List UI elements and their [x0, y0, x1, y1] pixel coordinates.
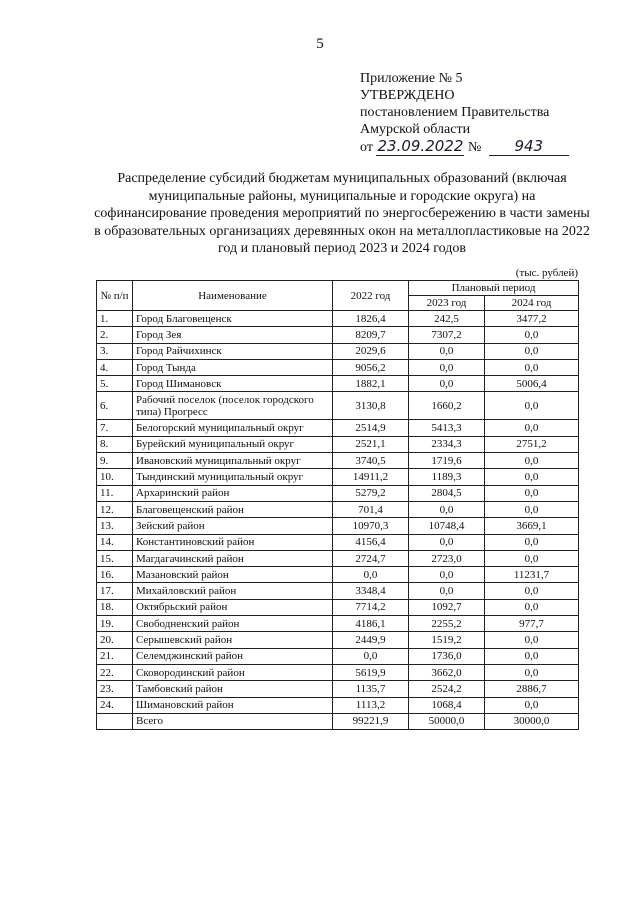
- total-2024: 30000,0: [485, 713, 579, 729]
- document-title: Распределение субсидий бюджетам муниципальных образований (включая муниципальные районы, муниципальные и городские округа) на софинансирование проведения мероприятий по энергосбережению в части замены в образовательных организациях деревянных окон на металлопластиковые на 2022 год и плановый период 2023 и 2024 годов: [94, 171, 590, 256]
- value-2024: 0,0: [485, 599, 579, 615]
- row-number: 14.: [97, 534, 133, 550]
- value-2024: 3669,1: [485, 518, 579, 534]
- value-2024: 0,0: [485, 632, 579, 648]
- municipality-name: Тындинский муниципальный округ: [133, 469, 333, 485]
- approved-label: УТВЕРЖДЕНО: [360, 88, 455, 103]
- municipality-name: Октябрьский район: [133, 599, 333, 615]
- row-number: 12.: [97, 501, 133, 517]
- table-row: [97, 485, 579, 501]
- municipality-name: Город Шимановск: [133, 376, 333, 392]
- value-2022: 0,0: [333, 567, 409, 583]
- value-2024: 0,0: [485, 343, 579, 359]
- value-2022: 4156,4: [333, 534, 409, 550]
- total-2022: 99221,9: [333, 713, 409, 729]
- row-number: 17.: [97, 583, 133, 599]
- row-number: 22.: [97, 664, 133, 680]
- row-number: 18.: [97, 599, 133, 615]
- table-row: [97, 392, 579, 420]
- municipality-name: Шимановский район: [133, 697, 333, 713]
- municipality-name: Серышевский район: [133, 632, 333, 648]
- value-2022: 8209,7: [333, 327, 409, 343]
- value-2022: 5619,9: [333, 664, 409, 680]
- table-body: [97, 311, 579, 730]
- row-number: 20.: [97, 632, 133, 648]
- municipality-name: Зейский район: [133, 518, 333, 534]
- table-row: [97, 518, 579, 534]
- handwritten-date: 23.09.2022: [377, 137, 464, 155]
- value-2022: 701,4: [333, 501, 409, 517]
- row-number: 8.: [97, 436, 133, 452]
- value-2024: 0,0: [485, 420, 579, 436]
- value-2024: 0,0: [485, 697, 579, 713]
- row-number: 11.: [97, 485, 133, 501]
- municipality-name: Рабочий поселок (поселок городского типа) Прогресс: [133, 392, 333, 420]
- municipality-name: Архаринский район: [133, 485, 333, 501]
- row-number: 15.: [97, 550, 133, 566]
- table-row: [97, 567, 579, 583]
- row-number: 5.: [97, 376, 133, 392]
- header-2022: 2022 год: [333, 281, 409, 311]
- date-prefix: от: [360, 140, 373, 155]
- table-row: [97, 664, 579, 680]
- header-planned: Плановый период: [409, 281, 579, 296]
- table-row: [97, 436, 579, 452]
- value-2022: 2521,1: [333, 436, 409, 452]
- municipality-name: Благовещенский район: [133, 501, 333, 517]
- value-2024: 0,0: [485, 327, 579, 343]
- value-2023: 242,5: [409, 311, 485, 327]
- value-2024: 2751,2: [485, 436, 579, 452]
- value-2024: 0,0: [485, 550, 579, 566]
- row-number: 19.: [97, 616, 133, 632]
- municipality-name: Константиновский район: [133, 534, 333, 550]
- municipality-name: Город Тында: [133, 359, 333, 375]
- table-row: [97, 376, 579, 392]
- value-2023: 2255,2: [409, 616, 485, 632]
- subsidies-table: [96, 280, 579, 730]
- value-2023: 2524,2: [409, 681, 485, 697]
- value-2022: 3130,8: [333, 392, 409, 420]
- municipality-name: Михайловский район: [133, 583, 333, 599]
- row-number: 13.: [97, 518, 133, 534]
- row-number: 2.: [97, 327, 133, 343]
- table-header-row: [97, 281, 579, 296]
- table-row: [97, 632, 579, 648]
- value-2023: 1068,4: [409, 697, 485, 713]
- row-number: 7.: [97, 420, 133, 436]
- value-2023: 0,0: [409, 376, 485, 392]
- municipality-name: Белогорский муниципальный округ: [133, 420, 333, 436]
- header-2024: 2024 год: [485, 296, 579, 311]
- row-number: 23.: [97, 681, 133, 697]
- value-2022: 3348,4: [333, 583, 409, 599]
- municipality-name: Город Зея: [133, 327, 333, 343]
- table-row: [97, 311, 579, 327]
- value-2022: 14911,2: [333, 469, 409, 485]
- value-2022: 7714,2: [333, 599, 409, 615]
- municipality-name: Свободненский район: [133, 616, 333, 632]
- header-name: Наименование: [133, 281, 333, 311]
- value-2024: 0,0: [485, 485, 579, 501]
- value-2022: 3740,5: [333, 453, 409, 469]
- value-2022: 0,0: [333, 648, 409, 664]
- page-number: 5: [316, 36, 324, 52]
- table-row: [97, 453, 579, 469]
- table-row: [97, 648, 579, 664]
- value-2022: 2449,9: [333, 632, 409, 648]
- value-2024: 2886,7: [485, 681, 579, 697]
- total-row: [97, 713, 579, 729]
- municipality-name: Магдагачинский район: [133, 550, 333, 566]
- value-2024: 0,0: [485, 392, 579, 420]
- row-number: 10.: [97, 469, 133, 485]
- date-number-line: [360, 138, 569, 156]
- value-2023: 0,0: [409, 567, 485, 583]
- value-2023: 0,0: [409, 534, 485, 550]
- value-2022: 5279,2: [333, 485, 409, 501]
- value-2024: 11231,7: [485, 567, 579, 583]
- header-2023: 2023 год: [409, 296, 485, 311]
- table-row: [97, 343, 579, 359]
- total-2023: 50000,0: [409, 713, 485, 729]
- value-2024: 0,0: [485, 453, 579, 469]
- value-2023: 2334,3: [409, 436, 485, 452]
- value-2024: 0,0: [485, 664, 579, 680]
- value-2022: 2514,9: [333, 420, 409, 436]
- value-2023: 1092,7: [409, 599, 485, 615]
- handwritten-number: 943: [489, 138, 569, 156]
- value-2024: 977,7: [485, 616, 579, 632]
- table-row: [97, 501, 579, 517]
- value-2023: 3662,0: [409, 664, 485, 680]
- value-2022: 2029,6: [333, 343, 409, 359]
- value-2024: 0,0: [485, 648, 579, 664]
- value-2024: 0,0: [485, 469, 579, 485]
- table-row: [97, 420, 579, 436]
- row-number: 21.: [97, 648, 133, 664]
- municipality-name: Сковородинский район: [133, 664, 333, 680]
- value-2023: 0,0: [409, 359, 485, 375]
- municipality-name: Селемджинский район: [133, 648, 333, 664]
- value-2022: 1826,4: [333, 311, 409, 327]
- municipality-name: Бурейский муниципальный округ: [133, 436, 333, 452]
- value-2023: 1719,6: [409, 453, 485, 469]
- row-number: 24.: [97, 697, 133, 713]
- value-2023: 7307,2: [409, 327, 485, 343]
- municipality-name: Ивановский муниципальный округ: [133, 453, 333, 469]
- row-number: 3.: [97, 343, 133, 359]
- table-row: [97, 616, 579, 632]
- row-number: 6.: [97, 392, 133, 420]
- value-2023: 1660,2: [409, 392, 485, 420]
- value-2023: 0,0: [409, 343, 485, 359]
- municipality-name: Тамбовский район: [133, 681, 333, 697]
- row-number: 1.: [97, 311, 133, 327]
- value-2022: 4186,1: [333, 616, 409, 632]
- value-2024: 0,0: [485, 583, 579, 599]
- value-2024: 5006,4: [485, 376, 579, 392]
- value-2023: 0,0: [409, 501, 485, 517]
- approval-block: [360, 70, 569, 156]
- municipality-name: Город Благовещенск: [133, 311, 333, 327]
- value-2022: 10970,3: [333, 518, 409, 534]
- table-row: [97, 550, 579, 566]
- number-prefix: №: [467, 140, 482, 155]
- row-number: 4.: [97, 359, 133, 375]
- municipality-name: Город Райчихинск: [133, 343, 333, 359]
- table-row: [97, 469, 579, 485]
- value-2023: 5413,3: [409, 420, 485, 436]
- table-row: [97, 697, 579, 713]
- value-2023: 0,0: [409, 583, 485, 599]
- total-label: Всего: [133, 713, 333, 729]
- value-2022: 2724,7: [333, 550, 409, 566]
- value-2023: 2804,5: [409, 485, 485, 501]
- value-2022: 1882,1: [333, 376, 409, 392]
- region-label: Амурской области: [360, 122, 471, 137]
- value-2023: 1736,0: [409, 648, 485, 664]
- value-2022: 1135,7: [333, 681, 409, 697]
- units-label: (тыс. рублей): [515, 267, 578, 279]
- row-number: 9.: [97, 453, 133, 469]
- table-row: [97, 534, 579, 550]
- value-2024: 0,0: [485, 359, 579, 375]
- row-number: 16.: [97, 567, 133, 583]
- value-2023: 1519,2: [409, 632, 485, 648]
- value-2023: 1189,3: [409, 469, 485, 485]
- table-row: [97, 583, 579, 599]
- value-2023: 2723,0: [409, 550, 485, 566]
- value-2022: 9056,2: [333, 359, 409, 375]
- header-num: № п/п: [97, 281, 133, 311]
- table-row: [97, 681, 579, 697]
- table-row: [97, 599, 579, 615]
- value-2022: 1113,2: [333, 697, 409, 713]
- value-2024: 0,0: [485, 534, 579, 550]
- appendix-label: Приложение № 5: [360, 71, 463, 86]
- municipality-name: Мазановский район: [133, 567, 333, 583]
- value-2024: 3477,2: [485, 311, 579, 327]
- table-row: [97, 327, 579, 343]
- value-2024: 0,0: [485, 501, 579, 517]
- resolution-label: постановлением Правительства: [360, 105, 550, 120]
- total-number: [97, 713, 133, 729]
- table-row: [97, 359, 579, 375]
- value-2023: 10748,4: [409, 518, 485, 534]
